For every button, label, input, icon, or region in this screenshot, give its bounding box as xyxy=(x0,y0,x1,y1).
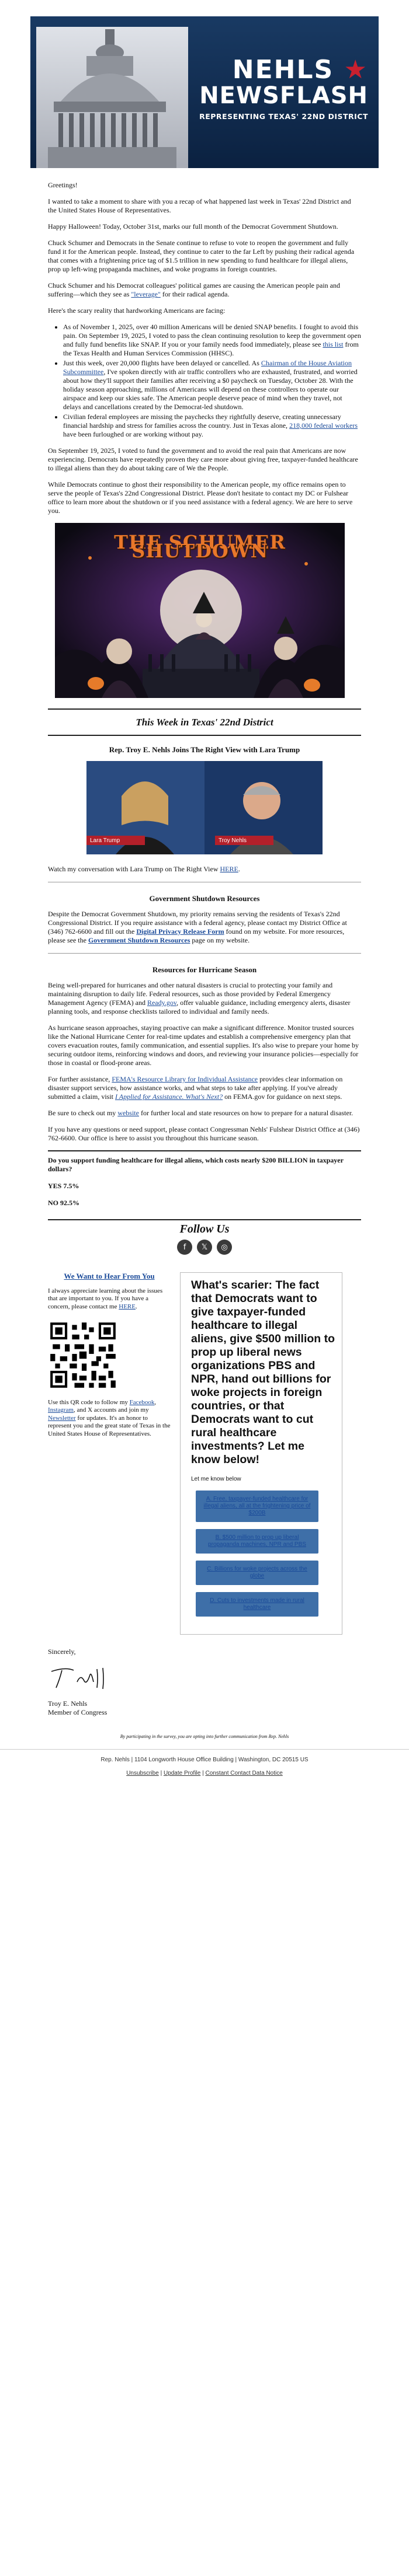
follow-us-section xyxy=(48,1225,361,1255)
intro-paragraph-2: Happy Halloween! Today, October 31st, marks our full month of the Democrat Government Shutdown. xyxy=(48,222,338,231)
intro-paragraph-5: Here's the scary reality that hardworking Americans are facing: xyxy=(48,306,226,315)
hurricane-paragraph-2: As hurricane season approaches, staying proactive can make a significant difference. Monitor trusted sources like the National Hurricane Center for real-time updates and establish a comprehensive emergency plan that covers evacuation routes, family communication, and essential supplies. It's also wise to prepare your home by securing outdoor items, reinforcing windows and doors, and reviewing your insurance policies—especially for those in coastal or flood-prone areas. xyxy=(48,1024,359,1067)
gov-resources-paragraph: Despite the Democrat Government Shutdown, my priority remains serving the residents of Texas's 22nd Congressional District. If you require assistance with a federal agency, please contact my District Office at (346) 762-6600 and fill out the Digital Privacy Release Form found on my website. For more resources, please see the Government Shutdown Resources page on my website. xyxy=(48,910,347,944)
website-link[interactable]: website xyxy=(117,1109,139,1117)
hear-from-you xyxy=(48,1272,171,1635)
divider xyxy=(48,708,361,710)
poll-no: NO 92.5% xyxy=(48,1199,79,1207)
social-links xyxy=(48,1240,361,1255)
poll-results xyxy=(48,1150,361,1220)
hear-from-you-title[interactable]: We Want to Hear From You xyxy=(64,1272,155,1280)
instagram-link[interactable]: Instagram xyxy=(48,1406,74,1413)
gov-resources-title: Government Shutdown Resources xyxy=(149,894,260,903)
intro-paragraph-3: Chuck Schumer and Democrats in the Senate continue to refuse to vote to reopen the government and fully fund it for the American people. Instead, they continue to cater to the far Left by pushing their radical agenda that comes with a frightening price tag of $1.5 trillion in new spending to fund healthcare for illegal aliens, prop up left-wing propaganda machines, and woke programs in foreign countries. xyxy=(48,239,355,273)
follow-us-title: Follow Us xyxy=(179,1223,230,1235)
survey-question: What's scarier: The fact that Democrats want to give taxpayer-funded healthcare to illegal aliens, give $500 million to prop up liberal news organizations PBS and NPR, hand out billions for woke projects in foreign countries, or that Democrats want to cut rural healthcare investments? Let me know below! xyxy=(191,1279,335,1466)
footer-links: Unsubscribe | Update Profile | Constant Contact Data Notice xyxy=(126,1770,283,1776)
list-item: • As of November 1, 2025, over 40 million Americans will be denied SNAP benefits. I fought to avoid this pain. On September 19, 2025, I voted to pass the clean continuing resolution to keep the government open and fully fund benefits like SNAP. If you or your family needs food immediately, please see this list from the Texas Health and Human Services Commission (HHSC). xyxy=(63,323,361,358)
hurricane-resources xyxy=(48,953,361,1143)
greeting: Greetings! xyxy=(48,181,78,189)
lower-third-lara: Lara Trump xyxy=(90,837,120,844)
texas-star-icon: ★ xyxy=(344,55,368,85)
schumer-shutdown-image xyxy=(55,523,345,698)
survey-option-a[interactable]: A. Free, taxpayer-funded healthcare for illegal aliens, all at the frightening price of $200B xyxy=(196,1491,318,1522)
intro-paragraph-1: I wanted to take a moment to share with you a recap of what happened last week in Texas' 22nd District and the United States House of Representatives. xyxy=(48,197,351,214)
intro-paragraph-4: Chuck Schumer and his Democrat colleagues' political games are causing the American people pain and suffering—which they see as "leverage" for their radical agenda. xyxy=(48,281,340,298)
signer-name: Troy E. Nehls xyxy=(48,1699,88,1708)
shutdown-resources-link[interactable]: Government Shutdown Resources xyxy=(88,936,190,944)
poll-question: Do you support funding healthcare for illegal aliens, which costs nearly $200 BILLION in taxpayer dollars? xyxy=(48,1156,344,1173)
unsubscribe-link[interactable]: Unsubscribe xyxy=(126,1770,159,1776)
nehls-newsflash-logo xyxy=(193,57,368,139)
logo-line1: NEHLS xyxy=(232,55,334,85)
capitol-dome-image xyxy=(36,27,188,168)
lower-third-troy: Troy Nehls xyxy=(219,837,247,844)
signature-image xyxy=(48,1664,118,1691)
hear-paragraph-1: I always appreciate learning about the issues that are important to you. If you have a concern, please contact me HERE. xyxy=(48,1287,163,1310)
watch-paragraph: Watch my conversation with Lara Trump on The Right View HERE. xyxy=(48,865,240,873)
fema-library-link[interactable]: FEMA's Resource Library for Individual Assistance xyxy=(112,1075,258,1083)
newsletter-link[interactable]: Newsletter xyxy=(48,1414,76,1422)
video-heading: Rep. Troy E. Nehls Joins The Right View with Lara Trump xyxy=(109,745,300,754)
fema-next-steps-link[interactable]: I Applied for Assistance. What's Next? xyxy=(115,1092,223,1101)
x-icon[interactable]: 𝕏 xyxy=(197,1240,212,1255)
hurricane-paragraph-3: For further assistance, FEMA's Resource Library for Individual Assistance provides clear information on disaster support services, how assistance works, and what steps to take after applying. If you've already submitted a claim, visit I Applied for Assistance. What's Next? on FEMA.gov for guidance on next steps. xyxy=(48,1075,343,1101)
facebook-link[interactable]: Facebook xyxy=(129,1398,155,1406)
signer-role: Member of Congress xyxy=(48,1708,108,1716)
aviation-subcommittee-link[interactable]: Chairman of the House Aviation Subcommittee xyxy=(63,359,352,376)
watch-here-link[interactable]: HERE xyxy=(220,865,238,873)
sincerely: Sincerely, xyxy=(48,1647,76,1656)
after-bullets-paragraph-1: On September 19, 2025, I voted to fund the government and to avoid the real pain that Americans are now experiencing. Democrats have repeatedly proven they care more about giving free, taxpayer-funded healthcare to illegal aliens than they do about taking care of We the People. xyxy=(48,446,358,472)
qr-code[interactable] xyxy=(48,1320,118,1390)
week-section-title: This Week in Texas' 22nd District xyxy=(136,717,273,728)
shutdown-facts-list xyxy=(48,323,361,439)
list-item: • Civilian federal employees are missing the paychecks they rightfully deserve, creating unnecessary financial hardship and stress for families across the country. Just in Texas alone, 218,000 federal workers have been furloughed or are working without pay. xyxy=(63,413,361,439)
facebook-icon[interactable]: f xyxy=(177,1240,192,1255)
newsletter xyxy=(0,16,409,1776)
header-banner xyxy=(30,16,379,168)
right-view-video-thumbnail[interactable] xyxy=(86,761,323,854)
list-item: • Just this week, over 20,000 flights have been delayed or cancelled. As Chairman of the House Aviation Subcommittee, I've spoken directly with air traffic controllers who are exhausted, frustrated, and worried about how they'll support their families after receiving a $0 paycheck on Tuesday, October 28. With the holiday season approaching, millions of Americans will depend on these controllers to operate our airspace and keep our skies safe. The American people deserve peace of mind when they travel, not delays and cancellations created by the Democrat-led shutdown. xyxy=(63,359,361,411)
ready-gov-link[interactable]: Ready.gov xyxy=(147,999,177,1007)
snap-list-link[interactable]: this list xyxy=(323,340,344,348)
federal-workers-link[interactable]: 218,000 federal workers xyxy=(289,421,358,430)
shutdown-image-title: THE SCHUMER SHUTDOWN xyxy=(114,531,286,562)
survey-option-b[interactable]: B. $500 million to prop up liberal propaganda machines, NPR and PBS xyxy=(196,1529,318,1554)
divider xyxy=(48,735,361,736)
hurricane-paragraph-5: If you have any questions or need support, please contact Congressman Nehls' Fulshear District Office at (346) 762-6600. Our office is here to assist you throughout this hurricane season. xyxy=(48,1125,360,1142)
hurricane-title: Resources for Hurricane Season xyxy=(152,965,257,974)
government-shutdown-resources xyxy=(48,882,361,945)
footer xyxy=(0,1749,409,1776)
logo-line2: NEWSFLASH xyxy=(199,82,368,109)
survey-option-c[interactable]: C. Billions for woke projects across the globe xyxy=(196,1561,318,1585)
hurricane-paragraph-1: Being well-prepared for hurricanes and other natural disasters is crucial to protecting your family and maintaining disruption to daily life. Federal resources, such as those provided by Federal Emergency Management Agency (FEMA) and Ready.gov, offer valuable guidance, including emergency alerts, disaster planning tools, and response checklists tailored to individual and family needs. xyxy=(48,981,351,1015)
footer-address: Rep. Nehls | 1104 Longworth House Office Building | Washington, DC 20515 US xyxy=(100,1757,309,1763)
survey-disclaimer: By participating in the survey, you are opting into further communication from Rep. Nehls xyxy=(120,1734,289,1739)
logo-subtitle: REPRESENTING TEXAS' 22ND DISTRICT xyxy=(199,112,368,121)
contact-here-link[interactable]: HERE xyxy=(119,1303,136,1310)
constant-contact-notice-link[interactable]: Constant Contact Data Notice xyxy=(205,1770,283,1776)
main-content xyxy=(0,168,409,1741)
closing xyxy=(48,1647,361,1717)
hurricane-paragraph-4: Be sure to check out my website for further local and state resources on how to prepare for a natural disaster. xyxy=(48,1109,353,1117)
instagram-icon[interactable]: ◎ xyxy=(217,1240,232,1255)
survey-option-d[interactable]: D. Cuts to investments made in rural healthcare xyxy=(196,1592,318,1617)
leverage-link[interactable]: "leverage" xyxy=(131,290,161,298)
contact-and-survey xyxy=(48,1272,361,1635)
poll-yes: YES 7.5% xyxy=(48,1182,79,1190)
after-bullets-paragraph-2: While Democrats continue to ghost their responsibility to the American people, my office remains open to serve the people of Texas's 22nd Congressional District. Please don't hesitate to contact my DC or Fulshear office to learn more about the shutdown or if you need assistance with a federal agency. We are here to serve you. xyxy=(48,480,353,515)
update-profile-link[interactable]: Update Profile xyxy=(163,1770,201,1776)
privacy-release-form-link[interactable]: Digital Privacy Release Form xyxy=(136,927,224,936)
survey-prompt: Let me know below xyxy=(191,1476,241,1482)
hear-paragraph-2: Use this QR code to follow my Facebook, Instagram, and X accounts and join my Newsletter for updates. It's an honor to represent you and the great state of Texas in the United States House of Representatives. xyxy=(48,1398,171,1437)
survey-panel xyxy=(180,1272,342,1635)
